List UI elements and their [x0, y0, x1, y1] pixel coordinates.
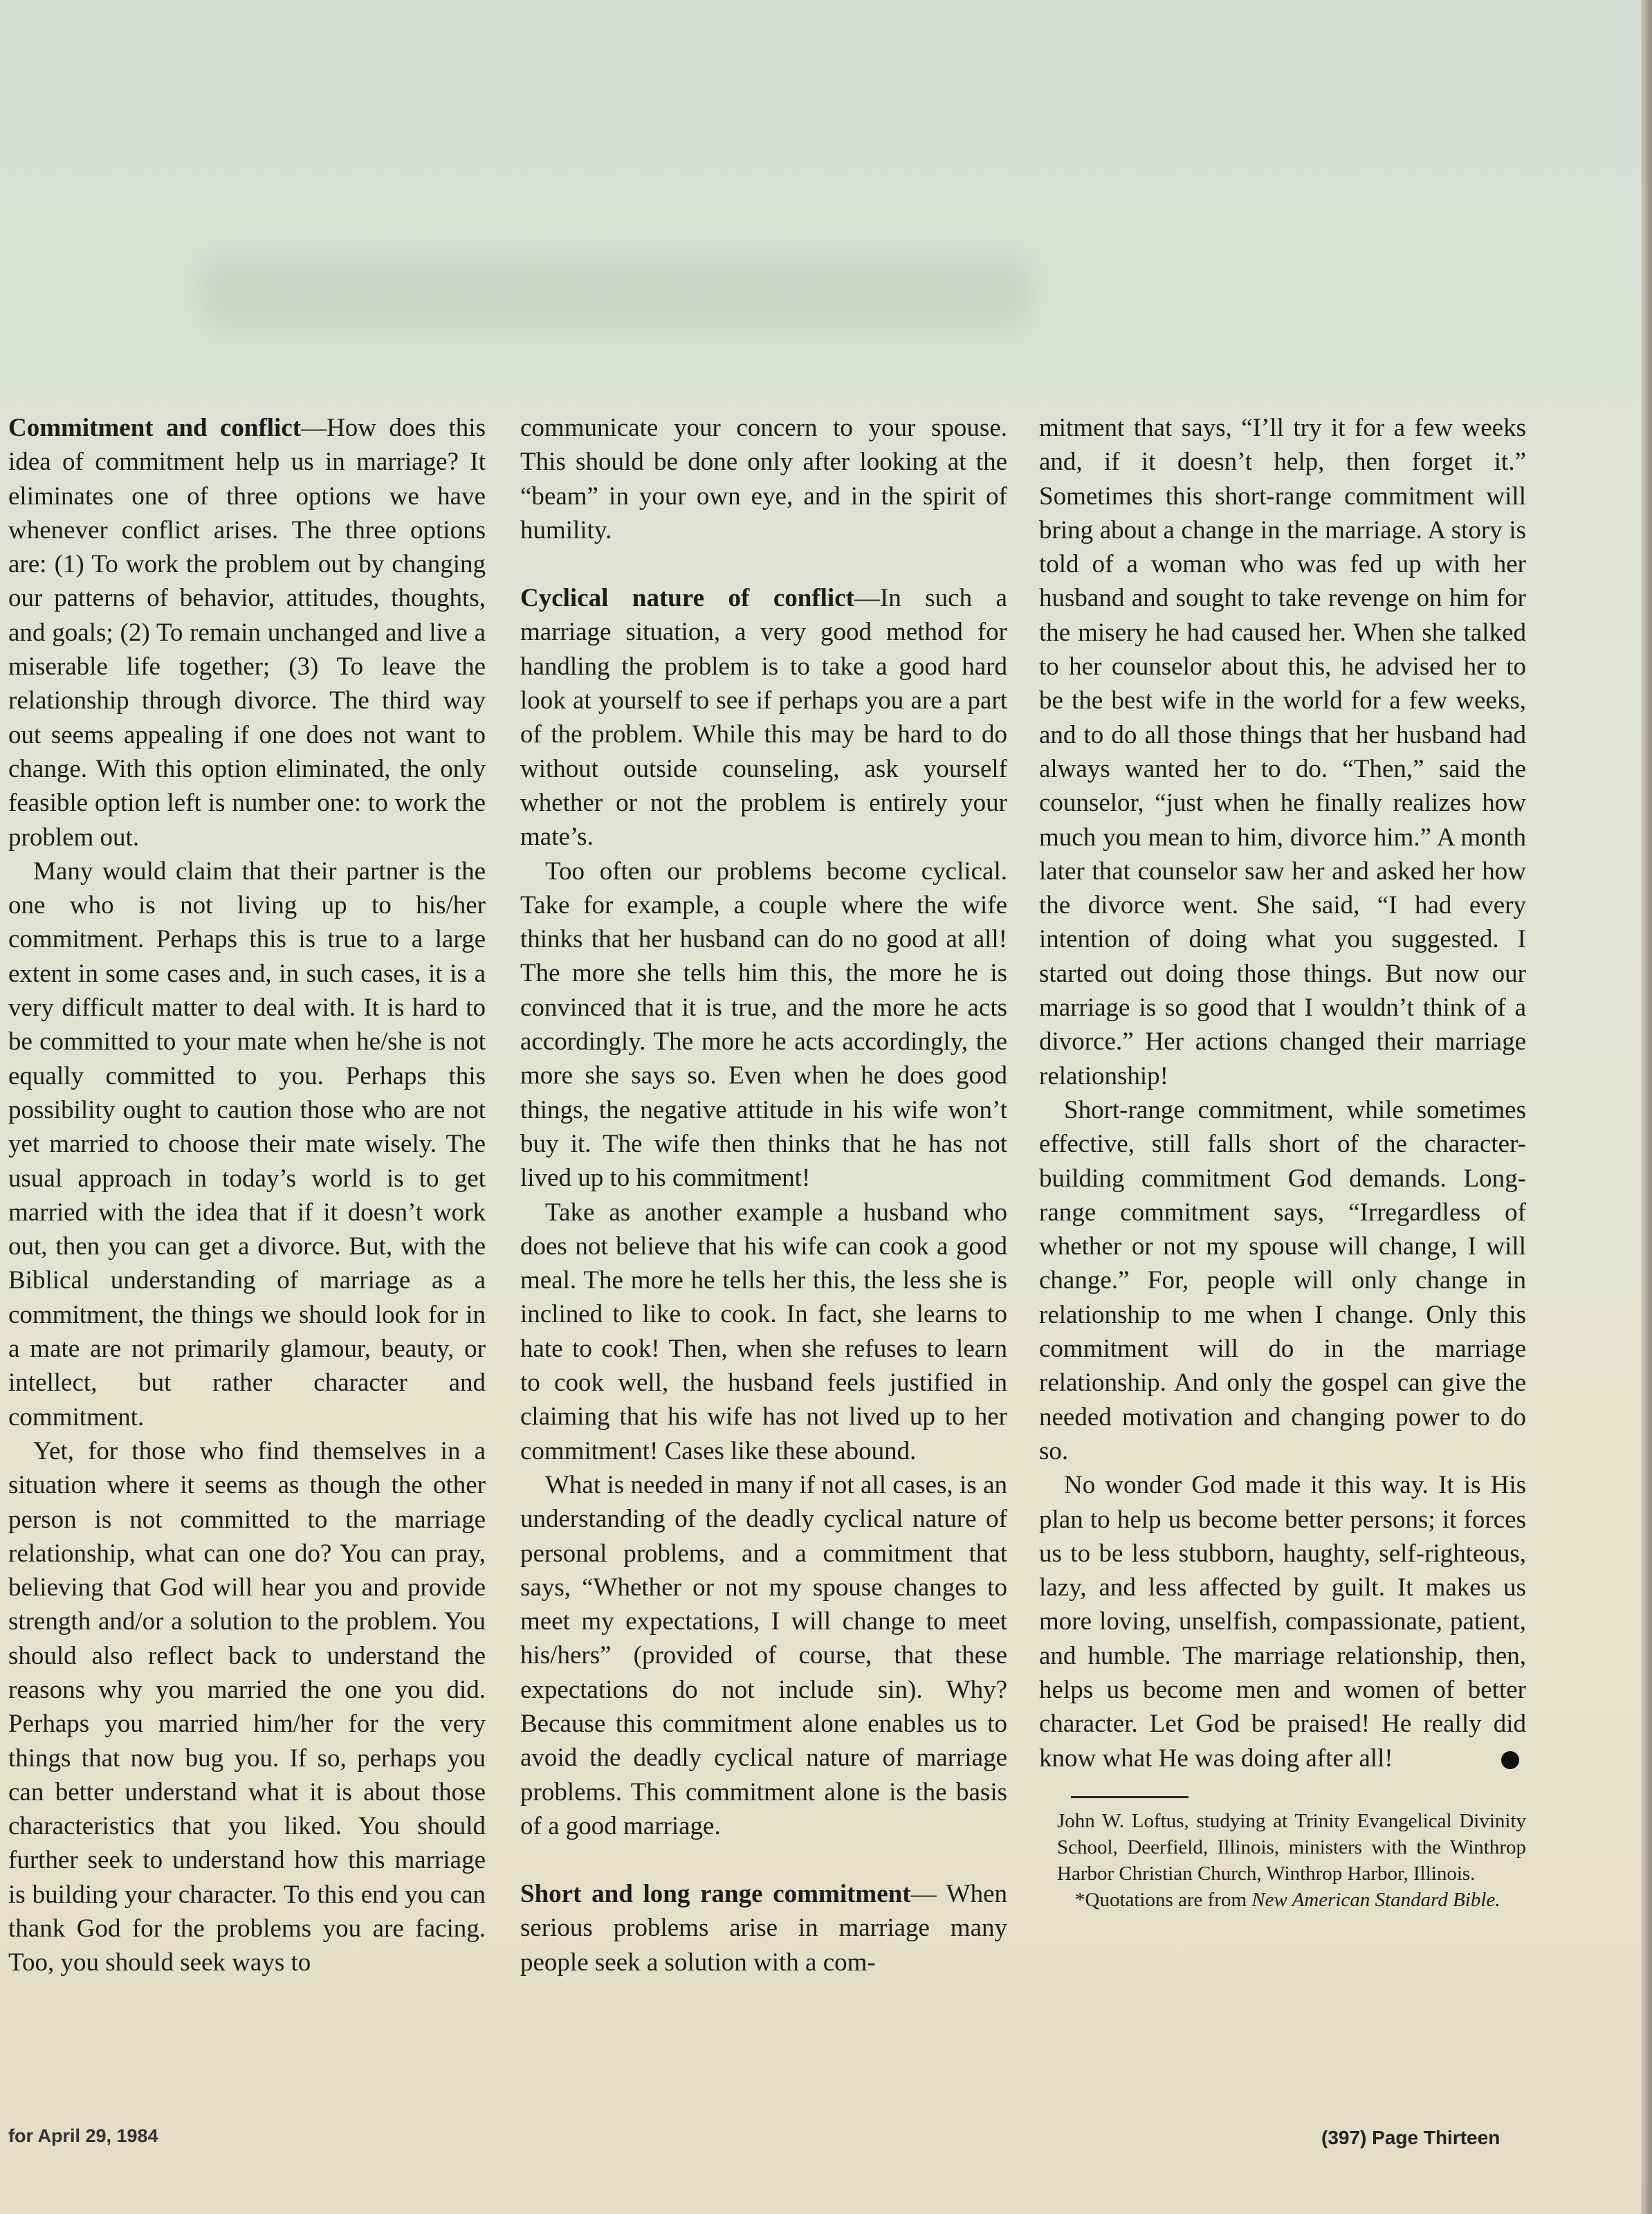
article-column-2 — [520, 411, 1007, 1979]
article-column-1 — [8, 411, 486, 1980]
faded-title-area — [159, 228, 1474, 367]
divider — [1071, 1796, 1188, 1798]
quotation-source: New American Standard Bible. — [1251, 1888, 1500, 1911]
paragraph: mitment that says, “I’ll try it for a few weeks and, if it doesn’t help, then forget it.” Sometimes this short-range commitment will bring about a change in the marriage. A story is told of a woman who was fed up with her husband and sought to take revenge on him for the misery he had caused her. When she talked to her counselor about this, he advised her to be the best wife in the world for a few weeks, and to do all those things that her husband had always wanted her to do. “Then,” said the counselor, “just when he finally realizes how much you mean to him, divorce him.” A month later that counselor saw her and asked her how the divorce went. She said, “I had every intention of doing what you suggested. I started out doing those things. But now our marriage is so good that I wouldn’t think of a divorce.” Her actions changed their marriage relationship! — [1039, 414, 1526, 1090]
paragraph-text: No wonder God made it this way. It is His plan to help us become better persons; it forces us to be less stubborn, haughty, self-righteous, lazy, and less affected by guilt. It makes us more loving, unselfish, compassionate, patient, and humble. The marriage relationship, then, helps us become men and women of better character. Let God be praised! He really did know what He was doing after all! — [1039, 1471, 1526, 1773]
end-of-article-bullet-icon — [1501, 1751, 1519, 1769]
paragraph: Take as another example a husband who does not believe that his wife can cook a good meal. The more he tells her this, the less she is inclined to like to cook. In fact, she learns to hate to cook! Then, when she refuses to learn to cook well, the husband feels justified in claiming that his wife has not lived up to her commitment! Cases like these abound. — [520, 1198, 1007, 1465]
section-heading: Commitment and conflict — [8, 414, 302, 442]
paragraph: Yet, for those who find themselves in a situation where it seems as though the other person is not committed to the marriage relationship, what can one do? You can pray, believing that God will hear you and provide strength and/or a solution to the problem. You should also reflect back to understand the reasons why you married the one you did. Perhaps you married him/her for the very things that now bug you. If so, perhaps you can better understand what it is about those characteristics that you liked. You should further seek to understand how this marriage is building your character. To this end you can thank God for the problems you are facing. Too, you should seek ways to — [8, 1436, 486, 1977]
paragraph: Short-range commitment, while sometimes effective, still falls short of the character-building commitment God demands. Long-range commitment says, “Irregardless of whether or not my spouse will change, I will change.” For, people will only change in relationship to me when I change. Only this commitment will do in the marriage relationship. And only the gospel can give the needed motivation and changing power to do so. — [1039, 1095, 1526, 1465]
paragraph: Too often our problems become cyclical. Take for example, a couple where the wife thinks that her husband can do no good at all! The more she tells him this, the more he is convinced that it is true, and the more he acts accordingly. The more he acts accordingly, the more she says so. Even when he does good things, the negative attitude in his wife won’t buy it. The wife then thinks that he has not lived up to his commitment! — [520, 857, 1007, 1193]
paragraph: communicate your concern to your spouse. This should be done only after looking at the “beam” in your own eye, and in the spirit of humility. — [520, 414, 1007, 545]
paragraph-text: —In such a marriage situation, a very good method for handling the problem is to take a good hard look at yourself to see if perhaps you are a part of the problem. While this may be hard to do without outside counseling, ask yourself whether or not the problem is entirely your mate’s. — [520, 584, 1007, 852]
section-heading: Cyclical nature of conflict — [520, 584, 854, 613]
quotation-note-text: *Quotations are from — [1075, 1888, 1252, 1911]
paragraph-text: —How does this idea of commitment help us in marriage? It eliminates one of three options we have whenever conflict arises. The three options are: (1) To work the problem out by changing our patterns of behavior, attitudes, thoughts, and goals; (2) To remain unchanged and live a miserable life together; (3) To leave the relationship through divorce. The third way out seems appealing if one does not want to change. With this option eliminated, the only feasible option left is number one: to work the problem out. — [8, 414, 486, 852]
page-number: (397) Page Thirteen — [1321, 2127, 1500, 2148]
issue-date: for April 29, 1984 — [8, 2125, 158, 2146]
page-edge — [1641, 0, 1652, 2214]
author-bio: John W. Loftus, studying at Trinity Evangelical Divinity School, Deerfield, Illinois, ministers with the Winthrop Harbor Christian Church, Winthrop Harbor, Illinois. — [1057, 1809, 1526, 1885]
paragraph — [1039, 1468, 1526, 1775]
section-heading: Short and long range commitment — [520, 1880, 911, 1909]
paragraph-text: — When serious problems arise in marriage many people seek a solution with a com- — [520, 1880, 1007, 1977]
article-column-3 — [1039, 411, 1526, 1913]
quotation-note — [1039, 1887, 1526, 1913]
paragraph: What is needed in many if not all cases, is an understanding of the deadly cyclical nature of personal problems, and a commitment that says, “Whether or not my spouse changes to meet my expectations, I will change to meet his/hers” (provided of course, that these expectations do not include sin). Why? Because this commitment alone enables us to avoid the deadly cyclical nature of marriage problems. This commitment alone is the basis of a good marriage. — [520, 1470, 1007, 1840]
paragraph: Many would claim that their partner is the one who is not living up to his/her commitment. Perhaps this is true to a large extent in some cases and, in such cases, it is a very difficult matter to deal with. It is hard to be committed to your mate when he/she is not equally committed to you. Perhaps this possibility ought to caution those who are not yet married to choose their mate wisely. The usual approach in today’s world is to get married with the idea that if it doesn’t work out, then you can get a divorce. But, with the Biblical understanding of marriage as a commitment, the things we should look for in a mate are not primarily glamour, beauty, or intellect, but rather character and commitment. — [8, 857, 486, 1431]
